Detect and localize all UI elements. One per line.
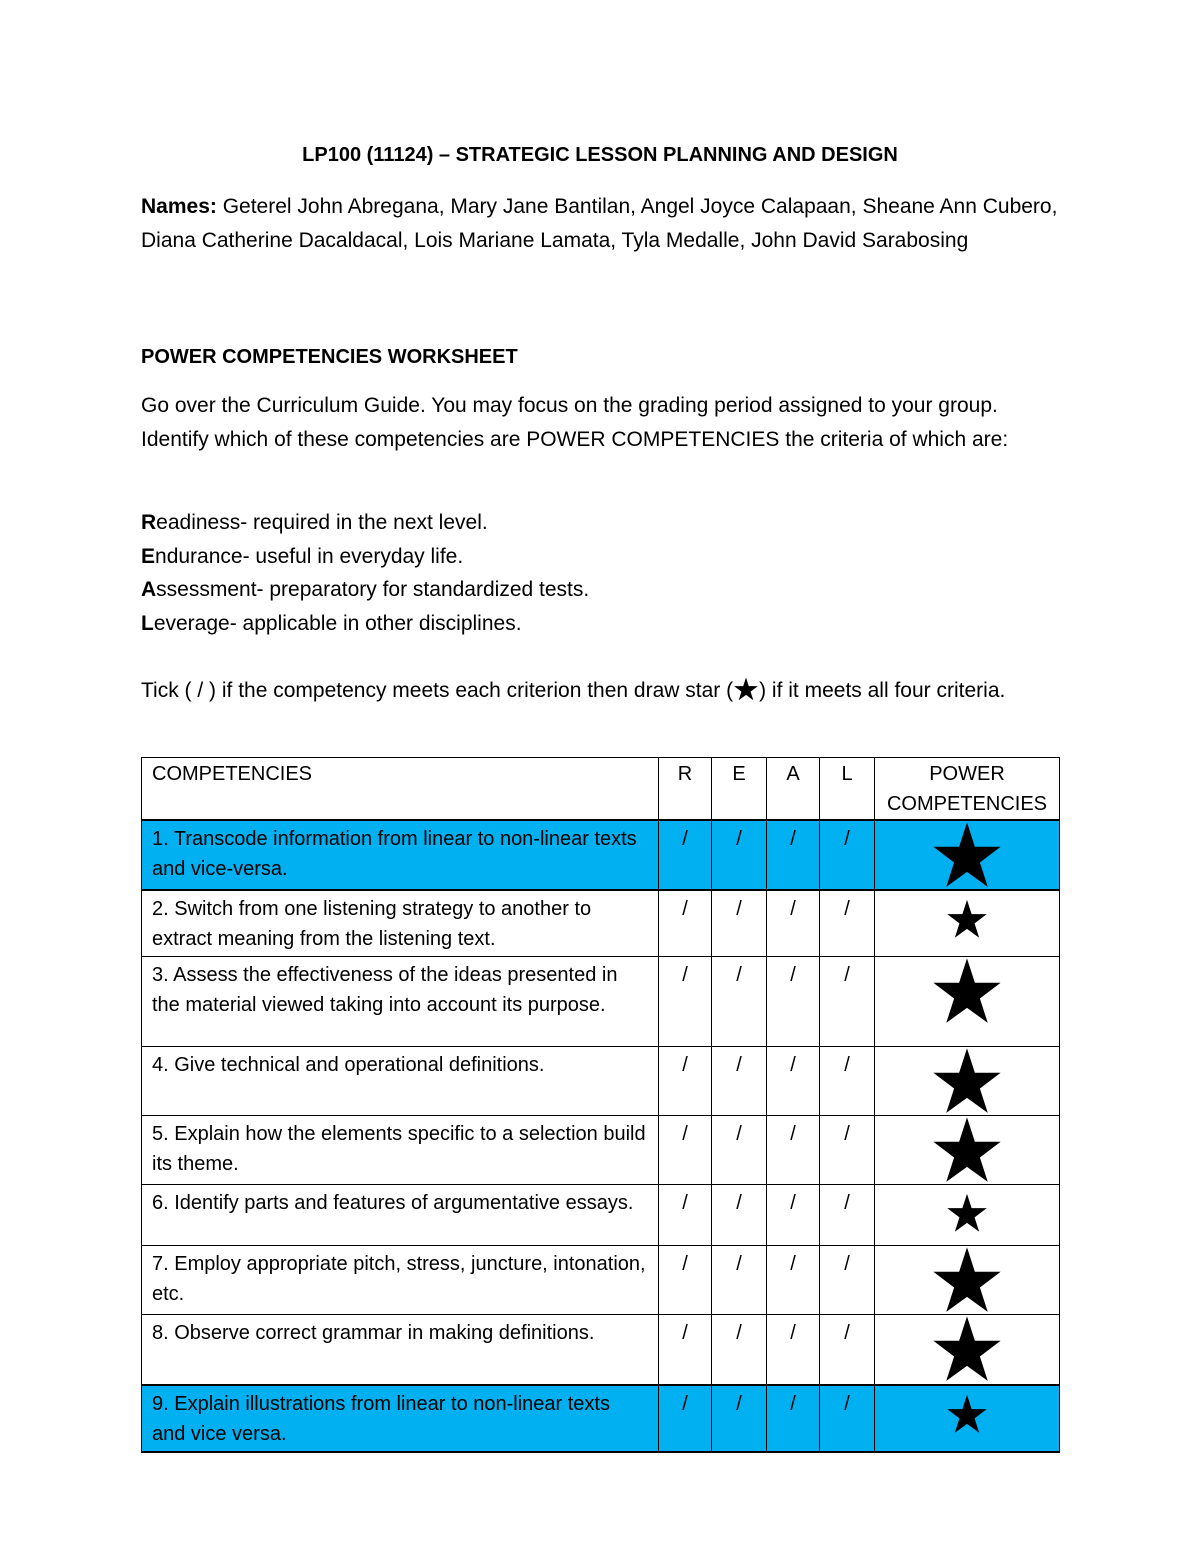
tick-a: /	[767, 890, 820, 957]
tick-e: /	[712, 957, 767, 1047]
power-star-cell	[875, 1185, 1060, 1246]
table-row	[142, 1185, 1060, 1246]
tick-l: /	[820, 1047, 875, 1116]
star-icon	[946, 1394, 988, 1434]
tick-r: /	[659, 1116, 712, 1185]
competency-text: 2. Switch from one listening strategy to another to extract meaning from the listening text.	[142, 890, 659, 957]
competency-text: 5. Explain how the elements specific to a selection build its theme.	[142, 1116, 659, 1185]
names-paragraph	[141, 190, 1061, 258]
power-star-cell	[875, 890, 1060, 957]
header-e: E	[712, 758, 767, 821]
star-icon	[946, 1193, 988, 1233]
header-competencies: COMPETENCIES	[142, 758, 659, 821]
criterion-text: everage- applicable in other disciplines.	[153, 611, 522, 635]
star-icon	[931, 821, 1003, 889]
tick-r: /	[659, 1315, 712, 1385]
power-star-cell	[875, 820, 1060, 890]
tick-e: /	[712, 820, 767, 890]
criteria-list	[141, 506, 1061, 640]
tick-l: /	[820, 1185, 875, 1246]
competency-text: 1. Transcode information from linear to non-linear texts and vice-versa.	[142, 820, 659, 890]
criterion-text: eadiness- required in the next level.	[156, 511, 488, 534]
tick-l: /	[820, 890, 875, 957]
star-icon	[946, 899, 988, 939]
tick-e: /	[712, 890, 767, 957]
competency-text: 6. Identify parts and features of argumentative essays.	[142, 1185, 659, 1246]
tick-r: /	[659, 890, 712, 957]
criterion-endurance	[141, 540, 1061, 574]
tick-a: /	[767, 1185, 820, 1246]
criterion-letter: E	[141, 544, 156, 568]
tick-e: /	[712, 1315, 767, 1385]
table-body	[142, 820, 1060, 1452]
tick-e: /	[712, 1185, 767, 1246]
tick-l: /	[820, 1246, 875, 1315]
tick-a: /	[767, 1385, 820, 1452]
table-row	[142, 1116, 1060, 1185]
document-title: LP100 (11124) – STRATEGIC LESSON PLANNING AND DESIGN	[302, 144, 898, 166]
header-l: L	[820, 758, 875, 821]
header-r: R	[659, 758, 712, 821]
criterion-letter: L	[141, 611, 154, 635]
tick-a: /	[767, 1246, 820, 1315]
instruction-text-after: ) if it meets all four criteria.	[759, 679, 1006, 702]
criterion-assessment	[141, 573, 1061, 607]
criterion-text: ndurance- useful in everyday life.	[155, 544, 464, 568]
power-star-cell	[875, 957, 1060, 1047]
criterion-readiness	[141, 506, 1061, 540]
tick-a: /	[767, 1116, 820, 1185]
tick-e: /	[712, 1385, 767, 1452]
tick-a: /	[767, 957, 820, 1047]
competency-text: 4. Give technical and operational definitions.	[142, 1047, 659, 1116]
worksheet-heading: POWER COMPETENCIES WORKSHEET	[141, 346, 518, 368]
instruction-text-before: Tick ( / ) if the competency meets each criterion then draw star (	[141, 679, 734, 702]
header-a: A	[767, 758, 820, 821]
tick-a: /	[767, 1315, 820, 1385]
tick-l: /	[820, 1116, 875, 1185]
star-icon	[931, 1047, 1003, 1115]
tick-r: /	[659, 1385, 712, 1452]
tick-e: /	[712, 1047, 767, 1116]
header-power-competencies: POWER COMPETENCIES	[875, 758, 1060, 821]
tick-a: /	[767, 1047, 820, 1116]
tick-l: /	[820, 1385, 875, 1452]
tick-e: /	[712, 1246, 767, 1315]
tick-r: /	[659, 820, 712, 890]
criterion-letter: R	[141, 511, 157, 534]
table-row	[142, 890, 1060, 957]
power-star-cell	[875, 1246, 1060, 1315]
table-row	[142, 957, 1060, 1047]
power-star-cell	[875, 1047, 1060, 1116]
table-header-row	[142, 758, 1060, 821]
competency-text: 3. Assess the effectiveness of the ideas presented in the material viewed taking into account its purpose.	[142, 957, 659, 1047]
competencies-table	[141, 757, 1060, 1453]
competency-text: 7. Employ appropriate pitch, stress, juncture, intonation, etc.	[142, 1246, 659, 1315]
tick-l: /	[820, 1315, 875, 1385]
tick-r: /	[659, 1047, 712, 1116]
names-value: Geterel John Abregana, Mary Jane Bantilan, Angel Joyce Calapaan, Sheane Ann Cubero, Diana Catherine Dacaldacal, Lois Mariane Lamata, Tyla Medalle, John David Sarabosing	[141, 195, 1058, 252]
tick-e: /	[712, 1116, 767, 1185]
power-star-cell	[875, 1385, 1060, 1452]
star-icon	[931, 957, 1003, 1025]
instruction-paragraph	[141, 674, 1061, 708]
competency-text: 8. Observe correct grammar in making definitions.	[142, 1315, 659, 1385]
criterion-letter: A	[141, 578, 157, 601]
tick-r: /	[659, 957, 712, 1047]
tick-l: /	[820, 820, 875, 890]
table-row	[142, 1047, 1060, 1116]
table-row	[142, 820, 1060, 890]
power-star-cell	[875, 1116, 1060, 1185]
star-icon	[733, 677, 759, 701]
criterion-leverage	[141, 607, 1061, 641]
criterion-text: ssessment- preparatory for standardized tests.	[156, 578, 590, 601]
power-star-cell	[875, 1315, 1060, 1385]
tick-r: /	[659, 1185, 712, 1246]
tick-r: /	[659, 1246, 712, 1315]
star-icon	[931, 1246, 1003, 1314]
table-row	[142, 1315, 1060, 1385]
table-row	[142, 1385, 1060, 1452]
star-icon	[931, 1116, 1003, 1184]
table-row	[142, 1246, 1060, 1315]
competency-text: 9. Explain illustrations from linear to non-linear texts and vice versa.	[142, 1385, 659, 1452]
tick-a: /	[767, 820, 820, 890]
tick-l: /	[820, 957, 875, 1047]
names-label: Names:	[141, 195, 217, 218]
star-icon	[931, 1315, 1003, 1383]
intro-paragraph: Go over the Curriculum Guide. You may focus on the grading period assigned to your group. Identify which of these competencies are POWER COMPETENCIES the criteria of which are:	[141, 394, 1009, 451]
